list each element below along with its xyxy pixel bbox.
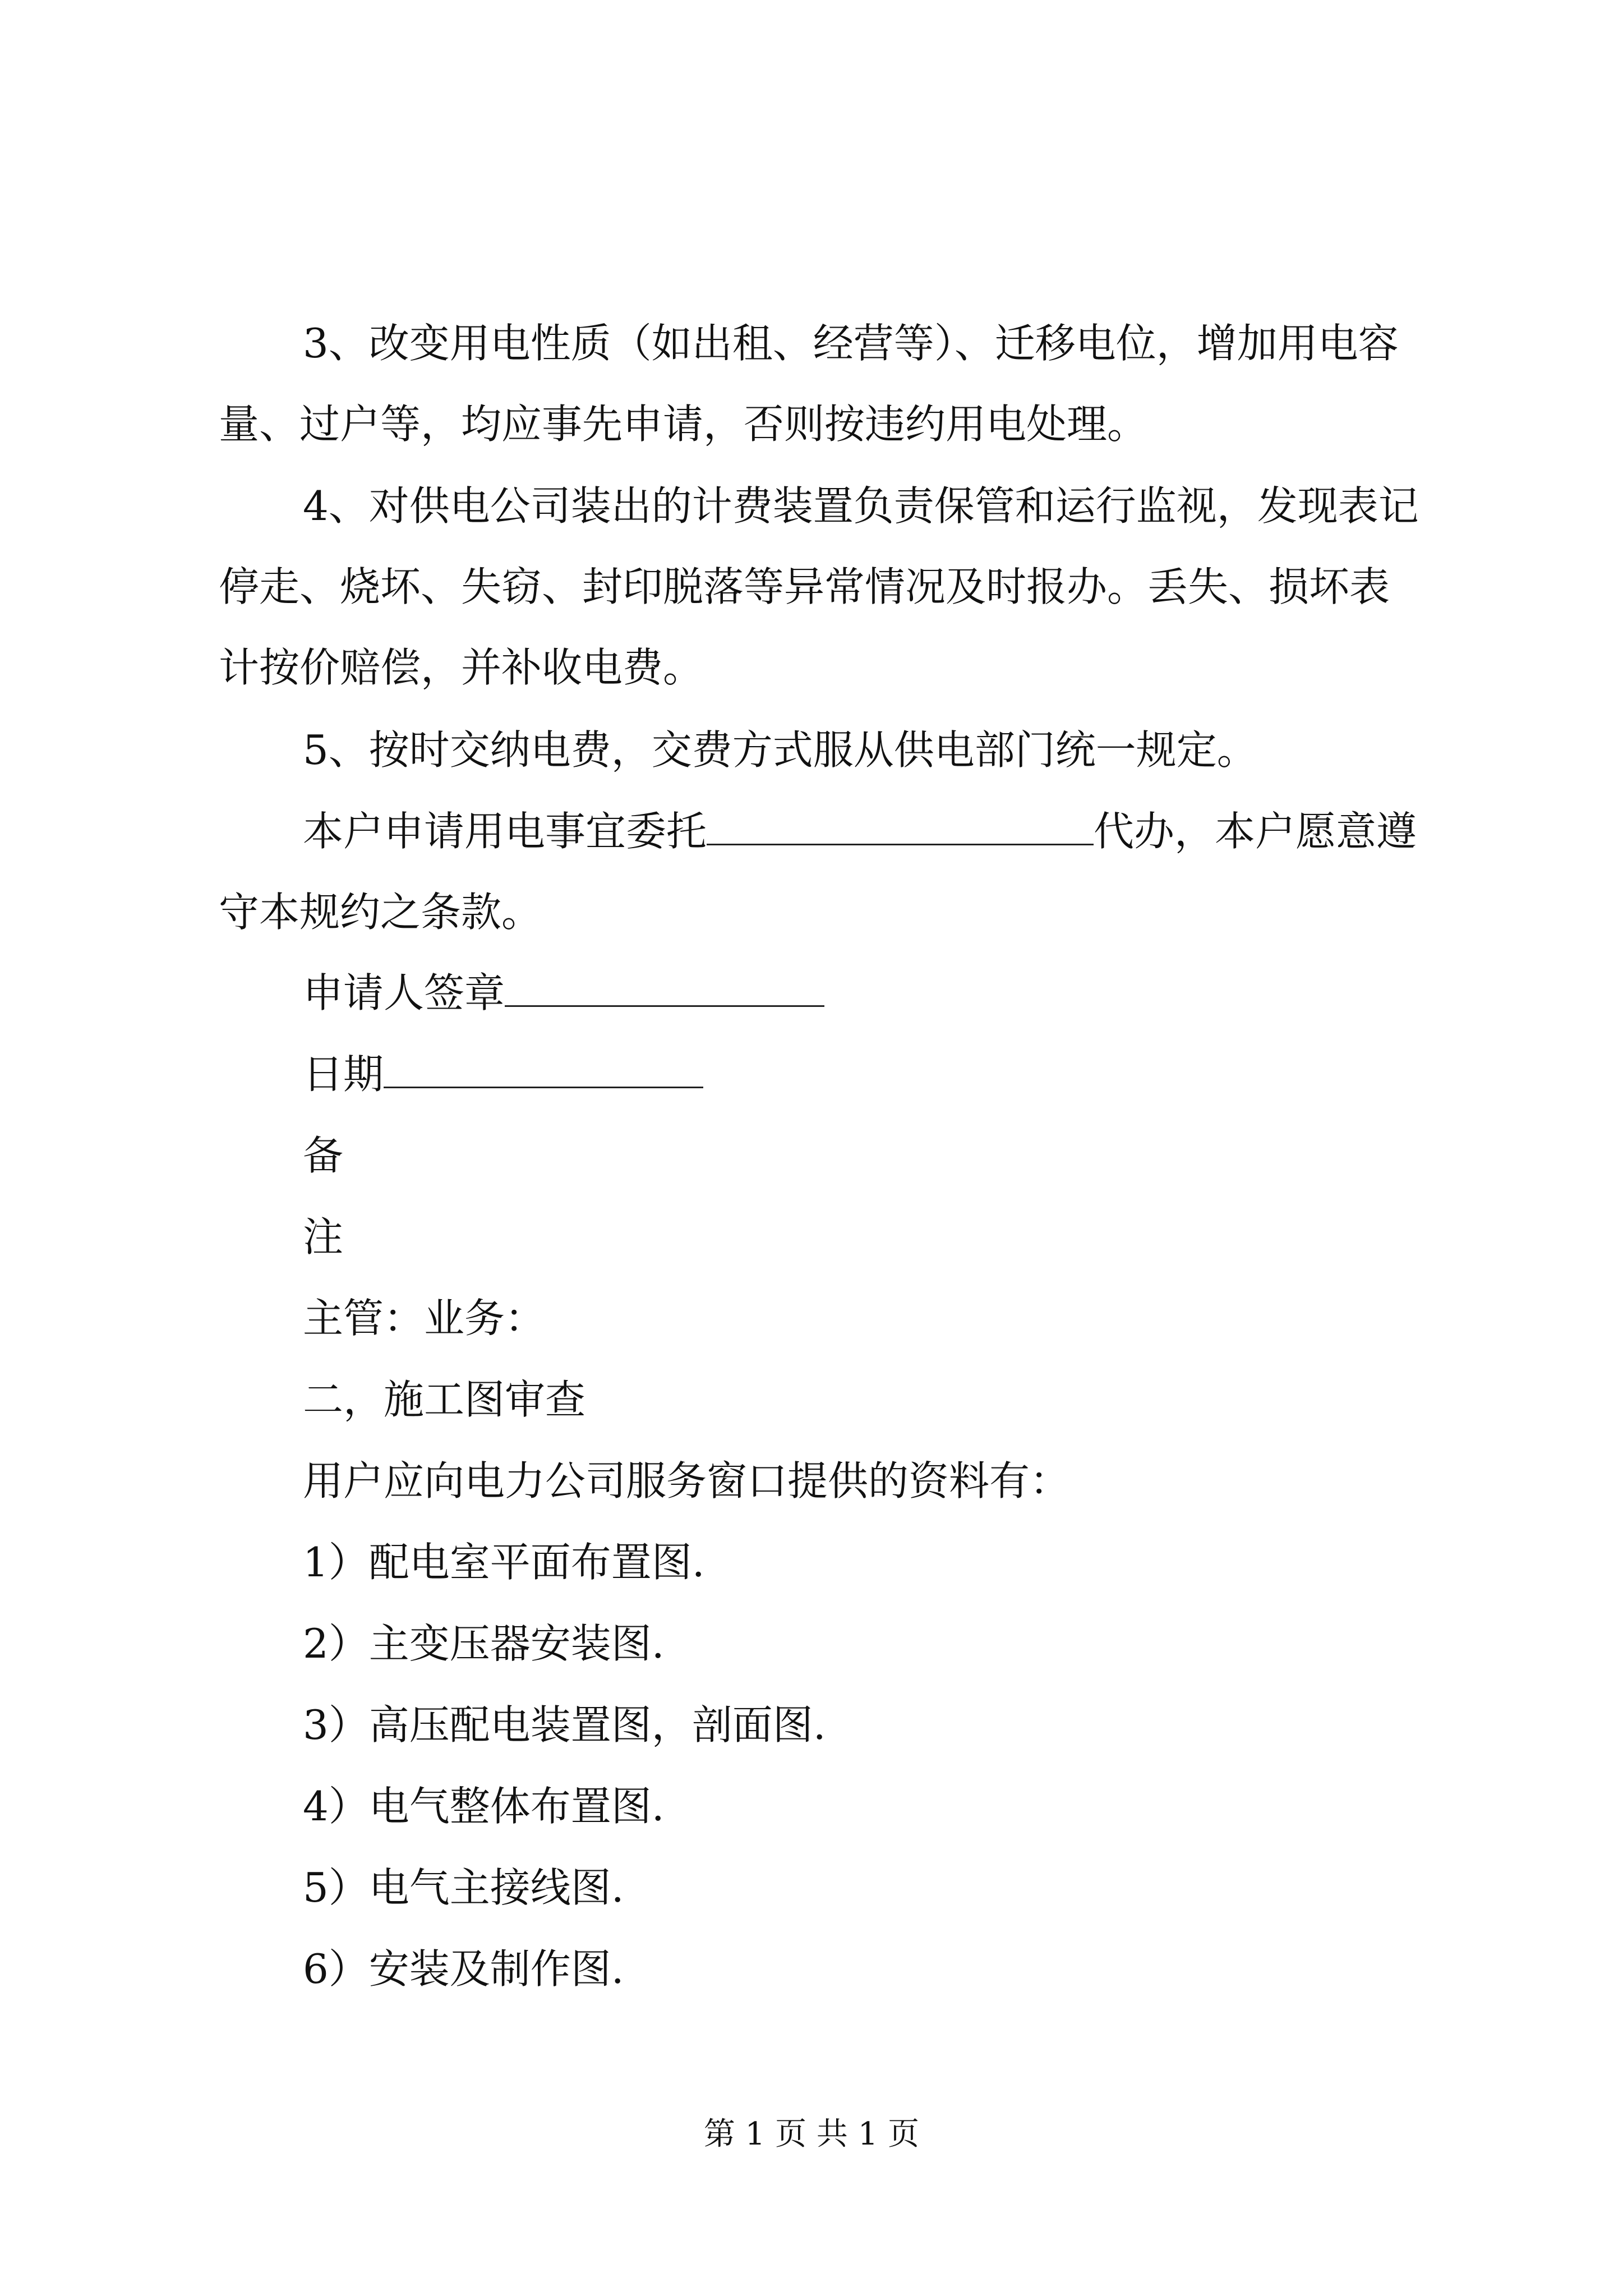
list-item: 4）电气整体布置图. <box>303 1783 665 1830</box>
supervisor-line: 主管：业务： <box>303 1295 546 1342</box>
clause-4-paragraph: 4、对供电公司装出的计费装置负责保管和运行监视，发现表记停走、烧坏、失窃、封印脱落等异常情况及时报办。丢失、损坏表计按价赔偿，并补收电费。 <box>219 482 1419 691</box>
list-item: 3）高压配电装置图，剖面图. <box>303 1701 826 1749</box>
entrust-prefix: 本户申请用电事宜委托 <box>303 808 707 855</box>
applicant-signature-blank[interactable] <box>505 970 824 1007</box>
date-label: 日期 <box>303 1051 384 1098</box>
entrust-suffix: 代办，本户愿意遵守本规约之条款。 <box>219 808 1417 936</box>
date-line <box>303 1046 703 1102</box>
applicant-signature-line <box>303 965 824 1021</box>
clause-5-paragraph: 5、按时交纳电费，交费方式服从供电部门统一规定。 <box>303 726 1257 774</box>
remark-char-2: 注 <box>303 1213 344 1260</box>
list-item: 1）配电室平面布置图. <box>303 1539 705 1586</box>
section-intro: 用户应向电力公司服务窗口提供的资料有： <box>303 1457 1071 1504</box>
section-title: 二，施工图审查 <box>303 1376 586 1423</box>
list-item: 5）电气主接线图. <box>303 1864 624 1911</box>
remark-char-1: 备 <box>303 1132 344 1179</box>
entrust-blank-field[interactable] <box>707 809 1094 845</box>
applicant-signature-label: 申请人签章 <box>303 969 505 1016</box>
page-footer: 第 1 页 共 1 页 <box>703 2116 920 2152</box>
date-blank[interactable] <box>384 1052 703 1088</box>
entrust-paragraph <box>219 791 1419 953</box>
list-item: 6）安装及制作图. <box>303 1945 624 1993</box>
list-item: 2）主变压器安装图. <box>303 1620 665 1667</box>
clause-3-paragraph: 3、改变用电性质（如出租、经营等）、迁移电位，增加用电容量、过户等，均应事先申请，否则按违约用电处理。 <box>219 320 1399 448</box>
